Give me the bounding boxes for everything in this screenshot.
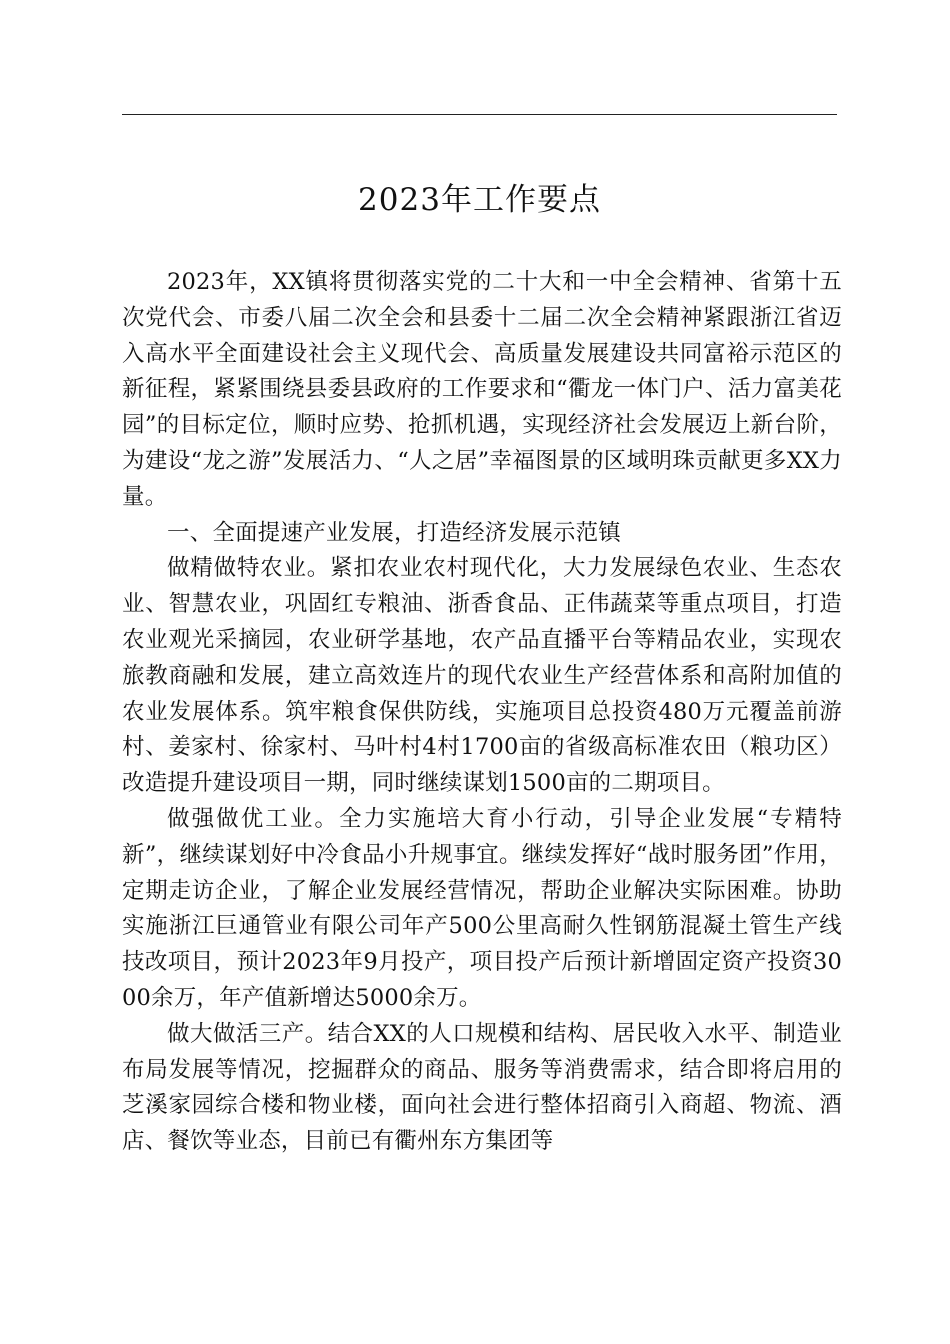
document-title: 2023年工作要点 (358, 182, 601, 218)
section-heading: 一、全面提速产业发展，打造经济发展示范镇 (167, 519, 622, 546)
tertiary-industry-paragraph: 做大做活三产。结合XX的人口规模和结构、居民收入水平、制造业布局发展等情况，挖掘群众的商品、服务等消费需求，结合即将启用的芝溪家园综合楼和物业楼，面向社会进行整体招商引入商超、物流、酒店、餐饮等业态，目前已有衢州东方集团等 (122, 1020, 842, 1155)
industry-paragraph: 做强做优工业。全力实施培大育小行动，引导企业发展“专精特新”，继续谋划好中冷食品小升规事宜。继续发挥好“战时服务团”作用，定期走访企业，了解企业发展经营情况，帮助企业解决实际困难。协助实施浙江巨通管业有限公司年产500公里高耐久性钢筋混凝土管生产线技改项目，预计2023年9月投产，项目投产后预计新增固定资产投资3000余万，年产值新增达5000余万。 (122, 805, 842, 1011)
header-rule (122, 114, 837, 115)
intro-paragraph: 2023年，XX镇将贯彻落实党的二十大和一中全会精神、省第十五次党代会、市委八届二次全会和县委十二届二次全会精神紧跟浙江省迈入高水平全面建设社会主义现代会、高质量发展建设共同富裕示范区的新征程，紧紧围绕县委县政府的工作要求和“衢龙一体门户、活力富美花园”的目标定位，顺时应势、抢抓机遇，实现经济社会发展迈上新台阶，为建设“龙之游”发展活力、“人之居”幸福图景的区域明珠贡献更多XX力量。 (122, 269, 842, 510)
document-body (122, 265, 842, 1160)
agriculture-paragraph: 做精做特农业。紧扣农业农村现代化，大力发展绿色农业、生态农业、智慧农业，巩固红专粮油、浙香食品、正伟蔬菜等重点项目，打造农业观光采摘园，农业研学基地，农产品直播平台等精品农业，实现农旅教商融和发展，建立高效连片的现代农业生产经营体系和高附加值的农业发展体系。筑牢粮食保供防线，实施项目总投资480万元覆盖前游村、姜家村、徐家村、马叶村4村1700亩的省级高标准农田（粮功区）改造提升建设项目一期，同时继续谋划1500亩的二期项目。 (122, 555, 842, 797)
